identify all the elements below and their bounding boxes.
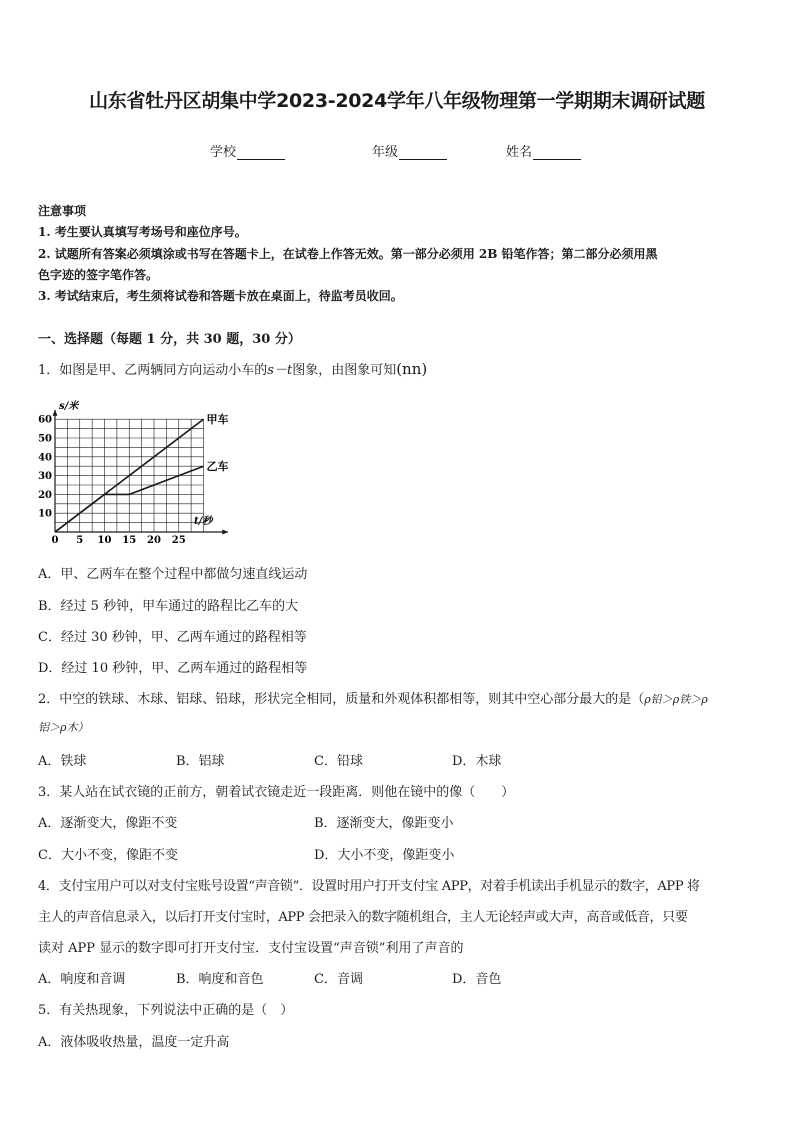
- grade-label: 年级: [372, 145, 399, 160]
- q2-option-c: C．铅球: [314, 754, 363, 769]
- notice-item: 3. 考试结束后，考生须将试卷和答题卡放在桌面上，待监考员收回。: [38, 289, 403, 303]
- q1-option-a: A．甲、乙两车在整个过程中都做匀速直线运动: [38, 567, 308, 582]
- y-tick-label: 20: [38, 489, 52, 501]
- q2-density-1: ρ铅＞ρ铁＞ρ: [644, 693, 708, 706]
- q2-option-a: A．铁球: [38, 754, 87, 769]
- series-label-2: 乙车: [206, 460, 228, 474]
- notice-item: 1. 考生要认真填写考场号和座位序号。: [38, 225, 247, 239]
- q4-option-d: D．音色: [452, 972, 502, 987]
- y-axis-arrow: [53, 410, 58, 416]
- question-4-line: 读对 APP 显示的数字即可打开支付宝．支付宝设置“声音锁”利用了声音的: [38, 941, 464, 956]
- section-heading: 一、选择题（每题 1 分，共 30 题，30 分）: [38, 332, 301, 347]
- q1-stem-variable: s－t: [267, 363, 293, 378]
- notice-item: 色字迹的签字笔作答。: [38, 268, 159, 282]
- y-tick-label: 50: [38, 433, 52, 445]
- y-tick-label: 60: [38, 414, 52, 426]
- x-axis-label: t/秒: [194, 516, 213, 527]
- exam-title: 山东省牡丹区胡集中学2023-2024学年八年级物理第一学期期末调研试题: [89, 90, 705, 112]
- q2-density-2: 铝＞ρ木）: [38, 721, 89, 734]
- q4-option-c: C．音调: [314, 972, 363, 987]
- x-tick-label: 25: [171, 535, 186, 546]
- y-tick-label: 10: [38, 508, 52, 520]
- q1-option-c: C．经过 30 秒钟，甲、乙两车通过的路程相等: [38, 630, 307, 645]
- x-tick-label: 5: [76, 535, 84, 546]
- q3-option-d: D．大小不变，像距变小: [314, 848, 455, 863]
- st-graph: [38, 396, 228, 548]
- name-label: 姓名: [506, 145, 533, 160]
- q1-option-b: B．经过 5 秒钟，甲车通过的路程比乙车的大: [38, 599, 299, 614]
- y-axis-label: s/米: [59, 401, 79, 412]
- q2-option-b: B．铝球: [176, 754, 225, 769]
- x-axis-arrow: [222, 530, 228, 535]
- y-tick-label: 30: [38, 471, 52, 483]
- q3-option-b: B．逐渐变大，像距变小: [314, 816, 454, 831]
- grade-field: [372, 141, 447, 160]
- chart-ticks: [38, 415, 186, 546]
- q1-option-d: D．经过 10 秒钟，甲、乙两车通过的路程相等: [38, 661, 308, 676]
- q1-stem-text: 1．如图是甲、乙两辆同方向运动小车的: [38, 363, 268, 378]
- school-blank: [237, 146, 285, 160]
- q4-option-a: A．响度和音调: [38, 972, 126, 987]
- question-5-stem: 5．有关热现象，下列说法中正确的是（ ）: [38, 1003, 294, 1018]
- y-tick-label: 40: [38, 452, 52, 464]
- notice-item: 2. 试题所有答案必须填涂或书写在答题卡上，在试卷上作答无效。第一部分必须用 2B 铅笔作答；第二部分必须用黑: [38, 247, 658, 261]
- name-field: [506, 141, 581, 160]
- school-field: [210, 141, 285, 160]
- name-blank: [533, 146, 581, 160]
- q2-stem-text: 2．中空的铁球、木球、铝球、铅球，形状完全相同，质量和外观体积都相等，则其中空心部分最大的是（: [38, 692, 645, 707]
- question-2-stem: [38, 688, 708, 707]
- q3-option-a: A．逐渐变大，像距不变: [38, 816, 178, 831]
- x-tick-label: 15: [122, 535, 137, 546]
- notice-heading: 注意事项: [38, 204, 87, 218]
- grade-blank: [399, 146, 447, 160]
- school-label: 学校: [210, 145, 237, 160]
- x-tick-label: 10: [97, 535, 112, 546]
- q2-option-d: D．木球: [452, 754, 502, 769]
- question-4-line: 4．支付宝用户可以对支付宝账号设置“声音锁”．设置时用户打开支付宝 APP，对着手机读出手机显示的数字，APP 将: [38, 879, 700, 894]
- x-tick-label: 20: [147, 535, 161, 546]
- q4-option-b: B．响度和音色: [176, 972, 264, 987]
- q1-stem-paren: (nn): [396, 360, 428, 378]
- question-4-line: 主人的声音信息录入，以后打开支付宝时，APP 会把录入的数字随机组合，主人无论轻声或大声，高音或低音，只要: [38, 910, 688, 925]
- q3-option-c: C．大小不变，像距不变: [38, 848, 178, 863]
- question-3-stem: 3．某人站在试衣镜的正前方，朝着试衣镜走近一段距离．则他在镜中的像（ ）: [38, 785, 515, 800]
- q1-stem-end: 图象，由图象可知: [292, 363, 397, 378]
- x-tick-label: 0: [51, 535, 59, 546]
- q5-option-a: A．液体吸收热量，温度一定升高: [38, 1035, 230, 1050]
- question-1-stem: [38, 359, 427, 378]
- series-label-1: 甲车: [206, 413, 228, 427]
